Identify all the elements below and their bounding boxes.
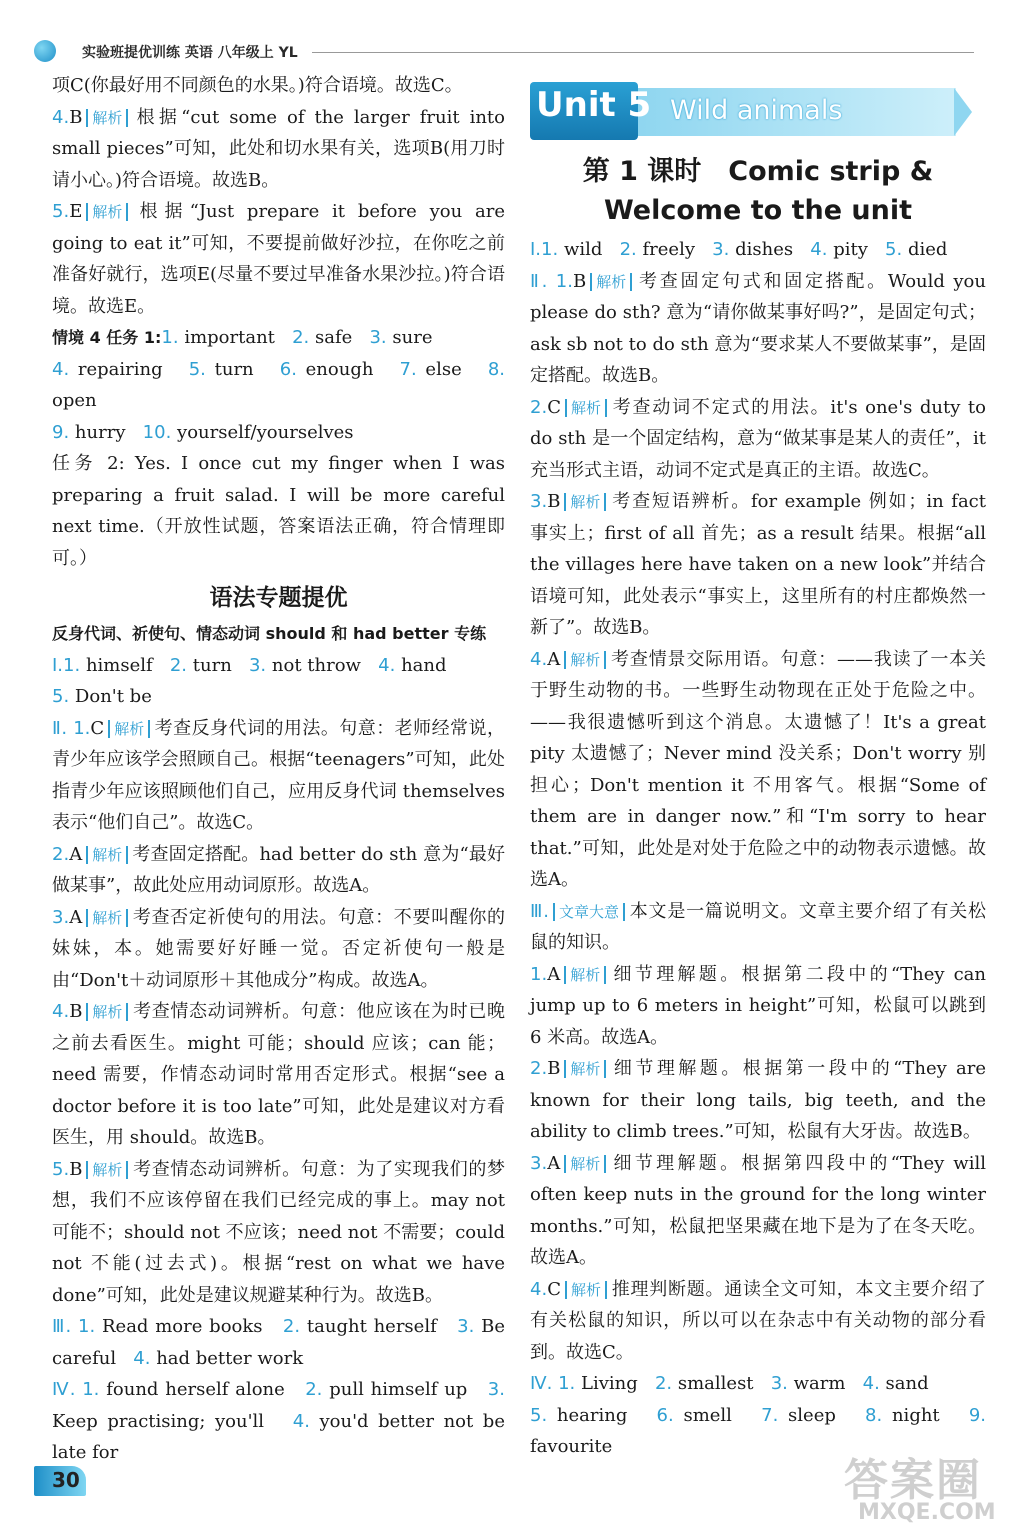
answer-item: 1.A 解析 细节理解题。根据第二段中的“They can jump up to 6 meters in height”可知，松鼠可以跳到 6 米高。故选A。	[530, 963, 986, 1048]
analysis-tag: 解析	[564, 1155, 606, 1173]
answer-item: 4.C 解析 推理判断题。通读全文可知，本文主要介绍了有关松鼠的知识，所以可以在杂志中有关动物的部分看到。故选C。	[530, 1278, 986, 1363]
answer-item: 2.B 解析 细节理解题。根据第一段中的“They are known for their long tails, big teeth, and the ability to climb trees.”可知，松鼠有大牙齿。故选B。	[530, 1058, 986, 1142]
answer-item: 4.B 解析 根据“cut some of the larger fruit into small pieces”可知，此处和切水果有关，选项B(用刀时请小心。)符合语境。故选B。	[52, 106, 505, 191]
analysis-tag: 解析	[108, 720, 150, 738]
part1-answers: Ⅰ.1. himself 2. turn 3. not throw 4. hand 5. Don't be	[52, 654, 447, 707]
analysis-tag: 解析	[564, 493, 606, 511]
unit-banner	[530, 82, 986, 144]
unit-name: Wild animals	[670, 95, 843, 126]
answer-item: 3.B 解析 考查短语辨析。for example 例如；in fact 事实上；first of all 首先；as a result 结果。根据“all the villages here have taken on a new look”并结合语境可知，此处表示“事实上，这里所有的村庄都焕然一新了”。故选B。	[530, 491, 986, 638]
summary-tag: 文章大意	[553, 903, 625, 921]
unit-label: Unit 5	[536, 85, 652, 125]
answer-item: Ⅱ. 1.C 解析 考查反身代词的用法。句意：老师经常说，青少年应该学会照顾自己。根据“teenagers”可知，此处指青少年应该照顾他们自己，应用反身代词 themselves 表示“他们自己”。故选C。	[52, 717, 505, 833]
analysis-tag: 解析	[86, 1161, 128, 1179]
answer-item: 4.B 解析 考查情态动词辨析。句意：他应该在为时已晚之前去看医生。might 可能；should 应该；can 能；need 需要，作情态动词时常用否定形式。根据“see a doctor before it is too late”可知，此处是建议对方看医生，用 should。故选B。	[52, 1001, 505, 1148]
answer-item: 3.A 解析 考查否定祈使句的用法。句意：不要叫醒你的妹妹，本。她需要好好睡一觉。否定祈使句一般是由“Don't＋动词原形＋其他成分”构成。故选A。	[52, 906, 505, 991]
answer-continuation: 项C(你最好用不同颜色的水果。)符合语境。故选C。	[52, 75, 463, 96]
left-column	[52, 70, 505, 1469]
part1-answers: Ⅰ.1. wild 2. freely 3. dishes 4. pity 5. died	[530, 239, 948, 260]
task2-answer: 任务 2: Yes. I once cut my finger when I was preparing a fruit salad. I will be more careful next time.（开放性试题，答案语法正确，符合情理即可。）	[52, 453, 505, 569]
analysis-tag: 解析	[565, 399, 607, 417]
page-number-badge	[34, 1466, 86, 1496]
passage-summary: Ⅲ. 文章大意 本文是一篇说明文。文章主要介绍了有关松鼠的知识。	[530, 900, 987, 953]
answer-item: 4.A 解析 考查情景交际用语。句意：——我读了一本关于野生动物的书。一些野生动物现在正处于危险之中。——我很遗憾听到这个消息。太遗憾了！It's a great pity 太遗憾了；Never mind 没关系；Don't worry 别担心；Don't mention it 不用客气。根据“Some of them are in danger now.”和“I'm sorry to hear that.”可知，此处是对处于危险之中的动物表示遗憾。故选A。	[530, 648, 986, 890]
analysis-tag: 解析	[86, 909, 128, 927]
answer-item: 3.A 解析 细节理解题。根据第四段中的“They will often keep nuts in the ground for the long winter months.”可知，松鼠把坚果藏在地下是为了在冬天吃。故选A。	[530, 1152, 986, 1268]
analysis-tag: 解析	[86, 109, 128, 127]
analysis-tag: 解析	[86, 1003, 128, 1021]
part4-answers: Ⅳ. 1. Living 2. smallest 3. warm 4. sand 5. hearing 6. smell 7. sleep 8. night 9. favourite	[530, 1373, 987, 1457]
watermark-logo: 答案圈 MXQE.COM	[844, 1455, 996, 1525]
answer-item: 2.A 解析 考查固定搭配。had better do sth 意为“最好做某事”，故此处应用动词原形。故选A。	[52, 843, 505, 896]
chevron-right-icon	[954, 88, 972, 136]
right-column	[530, 70, 986, 1463]
answer-item: 5.E 解析 根据“Just prepare it before you are going to eat it”可知，不要提前做好沙拉，在你吃之前准备好就行，选项E(尽量不要过早准备水果沙拉。)符合语境。故选E。	[52, 201, 505, 317]
analysis-tag: 解析	[590, 273, 632, 291]
page-number: 30	[52, 1468, 80, 1492]
analysis-tag: 解析	[564, 966, 606, 984]
part4-answers: Ⅳ. 1. found herself alone 2. pull himself up 3. Keep practising; you'll 4. you'd better not be late for	[52, 1379, 505, 1463]
section-title: 语法专题提优	[209, 585, 348, 611]
analysis-tag: 解析	[565, 1281, 607, 1299]
analysis-tag: 解析	[564, 651, 606, 669]
analysis-tag: 解析	[564, 1060, 606, 1078]
analysis-tag: 解析	[86, 203, 128, 221]
header-divider	[312, 52, 974, 53]
part3-answers: Ⅲ. 1. Read more books 2. taught herself 3. Be careful 4. had better work	[52, 1316, 505, 1369]
page-header	[34, 38, 974, 66]
book-title: 实验班提优训练 英语 八年级上 YL	[82, 45, 298, 61]
answer-item: Ⅱ. 1.B 解析 考查固定句式和固定搭配。Would you please do sth? 意为“请你做某事好吗?”，是固定句式；ask sb not to do sth 意为“要求某人不要做某事”，是固定搭配。故选B。	[530, 270, 986, 386]
book-logo-icon	[34, 40, 56, 62]
lesson-title: 第 1 课时 Comic strip & Welcome to the unit	[582, 156, 934, 226]
analysis-tag: 解析	[86, 846, 128, 864]
task1-answers: 情境 4 任务 1:1. important 2. safe 3. sure 4. repairing 5. turn 6. enough 7. else 8. open 9. hurry 10. yourself/yourselves	[52, 327, 506, 443]
section-subtitle: 反身代词、祈使句、情态动词 should 和 had better 专练	[52, 624, 487, 643]
answer-item: 2.C 解析 考查动词不定式的用法。it's one's duty to do sth 是一个固定结构，意为“做某事是某人的责任”，it 充当形式主语，动词不定式是真正的主语。故选C。	[530, 396, 986, 481]
answer-item: 5.B 解析 考查情态动词辨析。句意：为了实现我们的梦想，我们不应该停留在我们已经完成的事上。may not 可能不；should not 不应该；need not 不需要；could not 不能(过去式)。根据“rest on what we have done”可知，此处是建议规避某种行为。故选B。	[52, 1158, 505, 1306]
